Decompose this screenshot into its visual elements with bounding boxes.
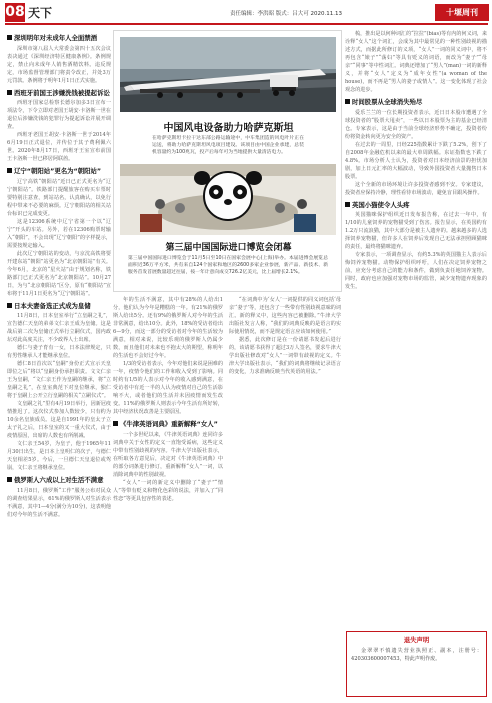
article-headline <box>345 201 487 210</box>
article-paragraph: 西班牙老国王胡安·卡洛斯一世于2014年6月19日正式退位，并传位于其子费利佩六世。2020年8月17日，西班牙王室宣布前国王卡洛斯一世已移居阿联酋。 <box>7 132 111 162</box>
headline-bullet-icon <box>345 202 350 207</box>
article-headline <box>7 476 111 485</box>
headline-bullet-icon <box>7 477 12 482</box>
headline-text: 《牛津英语词典》重新解释“女人” <box>120 420 218 428</box>
page-header <box>0 0 492 26</box>
article-paragraph: 年的生活不满意，其中有28%的人给出1分，他们认为今年是糟糕的一年。有21%的俄罗斯人给出5分。还有9%的俄罗斯人对今年的生活非常满意，给出10分。此外，18%的受访者给出6—9分，而这一部分的受访者对今年的生活较为满意，相对来说，比较乐观的俄罗斯人仍属少数，而且他们对未来也不抱太大的期望，称明年的生活也不会好过今年。 <box>113 297 223 359</box>
article-paragraph: 德仁与妻子育有一女，日本法律规定，只有男性继承人才能继承皇位。 <box>7 345 111 359</box>
article-paragraph: 这个全新的市场环境让许多投资者感到不安。专家建议，投资者应保持冷静，理性看待市场波动，避免盲目跟风操作。 <box>345 181 487 196</box>
headline-bullet-icon <box>7 90 12 95</box>
article-headline <box>7 302 111 311</box>
article-paragraph: 文皇嗣之礼”里有4月19日举行，因新冠疫情推迟了。这次仪式参加人数较少，只有约为10余名皇族成员。这是自1991年的皇太子立太子礼之后，日本皇室的又一重大仪式，由于疫情原因，出席的人数也有所削减。 <box>7 401 111 439</box>
article-paragraph: 据悉，此次修订是在一份请愿书发起后进行的，该请愿书获得了超过3万人签名，要求牛津大学出版社修改对“女人”一词带有歧视的定义。牛津大学出版社表示，“我们的词典将继续记录语言的变化，力求准确反映当代英语的用法。” <box>229 337 341 375</box>
feature-title-1: 中国风电设备助力哈萨克斯坦 <box>163 123 294 134</box>
headline-bullet-icon <box>7 168 12 173</box>
article-headline <box>7 167 111 176</box>
article-paragraph: 文仁亲王54岁，为皇子，他于1965年11月30日出生，是日本上皇明仁的次子，与德仁天皇相差5岁。今后，一旦德仁天皇退位或驾崩，文仁亲王将继承皇位。 <box>7 441 111 471</box>
headline-text: 俄罗斯人六成以上对生活不满意 <box>14 476 104 484</box>
article-paragraph: 这是12306系统中辽宁省第一个以“辽宁”开头的车站。另外，若在12306购票时输入“朝阳”，不会出现“辽宁朝阳”的字样提示，需要按规定输入。 <box>7 218 111 249</box>
headline-text: 深圳明年对未成年人全面禁酒 <box>14 34 98 42</box>
feature-caption-1: 在哈萨克斯坦卡拉干达东部公路运输途中，中车集团造的风电叶片正在运送，将助力哈萨克斯坦风电项目建设。该项目由中国企业承建，总装机容量约为100兆瓦，投产后每年可为当地提供大量清洁电力。 <box>152 136 304 155</box>
column-1 <box>7 30 111 698</box>
headline-text: 英国小猫使令人头疼 <box>352 200 410 209</box>
article-headline <box>7 89 111 98</box>
wind-turbine-photo <box>120 37 336 112</box>
column-2a <box>113 296 223 696</box>
header-rule <box>5 23 488 25</box>
article-paragraph: “在词典中为‘女人’一词提供的同义词包括‘母亲’‘妻子’等，还包含了一些带有性别歧视意味的词汇。新的释义中，这些内容已被删除。”牛津大学出版社发言人称，“我们的词典反映的是语言的实际使用情况，而不是规定语言应该如何使用。” <box>229 297 341 335</box>
editor-credits: 责任编辑：李洪昭 版式：吕大可 2020.11.13 <box>230 11 342 17</box>
column-3 <box>345 30 487 535</box>
article-paragraph: 辽宁高铁“朝阳站”近日已正式更名为“辽宁朝阳站”。铁路部门提醒旅客在购买车票时要特别注意查，到站站名，认真确认，以免行程中带来不必要的麻烦。辽宁朝阳站的相关站台标识已完成变更。 <box>7 178 111 217</box>
article-headline <box>345 98 487 107</box>
article-paragraph: 1/3的受访者表示，今年对他们来说是困难的一年，疫情令他们的工作和收入受到了影响。同时约有1/5的人表示对今年的收入感到满意，在受访者中有近一半的人认为疫情对自己的生活影响不大，或者他们的生活并未因疫情而发生改变。11%的俄罗斯人则表示今年生活有所好转，其中经济状况改善是主要原因。 <box>113 361 223 415</box>
article-paragraph: 深圳市第八届人大常委会第四十五次会议表决通过《深圳经济特区健康条例》。条例规定，禁止向未成年人销售酒精饮料。违反规定，市场监督管理部门将责令改正，并处3万元罚款。条例将于明年1月1日正式实施。 <box>7 45 111 84</box>
article-paragraph: 在过去的一周里，日经225指数累计下跌了5.2%，创下了自2008年金融危机以来的最大单周跌幅。东证指数也下跌了4.8%。市场分析人士认为，投资者对日本经济前景的担忧加剧，加上日元汇率的大幅波动，导致外国投资者大量抛售日本股票。 <box>345 141 487 180</box>
notice-box <box>346 631 487 697</box>
page-number: 08 <box>5 4 25 20</box>
notice-body: 金翠翠不慎遗失营业执照正、副本，注册号：420303600007453，特此声明作废。 <box>351 648 482 662</box>
headline-text: 日本夫妻备选正式成为皇储 <box>14 301 91 310</box>
column-2b <box>229 296 341 696</box>
feature-caption-2: 第三届中国国际进口博览会于11月5日至10日在国家会展中心(上海)举办。本届进博会展览总面积近36万平方米，共有来自124个国家和地区的2600多家企业参展，新产品、新技术、新服务首发首展数量超过往届，按一年计意向成交726.2亿美元，比上届增长2.1%。 <box>128 256 328 275</box>
headline-text: 时间股票从全球消失殆尽 <box>352 98 423 106</box>
headline-bullet-icon <box>7 35 12 40</box>
feature-title-2: 第三届中国国际进口博览会闭幕 <box>165 243 292 253</box>
notice-title: 退失声明 <box>403 636 430 644</box>
article-paragraph: 梳，推出是以何种词汇的“拉拉”(bias)等有内的何义词，来诠释“女人”这个词汇，会成为其中最常见的一种性别歧视的描述方式，而据此所修订的义项，“女人”一词的同义词中，将不再包含“婊子”“荡妇”等具有贬义的词语，而改为“妻子”“母亲”“同事”等中性词汇。词典还增加了“男人”(man)一词的新释义，并将“女人”定义为“成年女性”(a woman of the house)，而不再是“男人的妻子或情人”。这一变化体现了社会观念的进步。 <box>345 31 487 93</box>
article-paragraph: 11月8日，日本皇室举行“立皇嗣之礼”，宣告德仁天皇的弟弟文仁亲王成为皇储。这是战后第二次为皇储正式举行立嗣仪式，国内政坛对此高度关注，不少政界人士出席。 <box>7 313 111 343</box>
expo-photo <box>120 164 336 235</box>
article-paragraph: 德仁8日首次以“皇嗣”身份正式宣示天皇即位之后“将以“皇嗣身份承担职责。文文仁亲王为皇嗣，“文仁亲王作为皇嗣的继承，将“立皇嗣之礼”，在皇室典范下对皇位继承，独仁将于皇嗣上公开立行皇嗣的相关“立嗣仪式”。 <box>7 361 111 399</box>
section-title: 天下 <box>28 6 53 20</box>
article-headline <box>7 34 111 43</box>
feature-box <box>113 30 342 292</box>
article-headline <box>113 420 223 429</box>
article-paragraph: 西班牙国家总检察长德尔加多3日宣布一项法令，下令立即对老国王胡安·卡洛斯一世在退位后涉嫌洗钱的犯罪行为提起诉讼并展开调查。 <box>7 100 111 130</box>
article-paragraph: 一个多世纪以来，《牛津英语词典》连同许多词典中关于女性的定义一直饱受诟病，这些定义中带有性别歧视的内容。牛津大学出版社表示，在听取各方意见后，决定对《牛津英语词典》中的部分词条进行修订，重新解释“女人”一词，以消除词典中的性别歧视。 <box>113 431 223 478</box>
masthead-logo: 十堰周刊 <box>435 4 489 21</box>
headline-text: 辽宁“朝阳站”更名为“朝阳站” <box>14 167 102 175</box>
article-paragraph: “女人”一词的新定义中删除了“妻子”“情人”等带有贬义和物化色彩的说法，并加入了“同性恋”等更具包容性的表述。 <box>113 479 223 502</box>
headline-text: 西班牙前国王涉嫌洗钱被提起诉讼 <box>14 88 110 97</box>
headline-bullet-icon <box>113 421 118 426</box>
article-paragraph: 此次辽宁朝阳站的变动，与京沈高铁将要开建东站“朝阳”站更名为“北京朝阳站”有关。今年6月，北京的“星火站”由于规划名称，铁路部门已正式更名为“北京朝阳站”。10月27日，为与“北京朝阳站”区分，原有“朝阳站”宣布将于11月1日更名为“辽宁朝阳站”。 <box>7 250 111 297</box>
headline-bullet-icon <box>345 99 350 104</box>
article-paragraph: 爱乐兰兰的一位长期投资者表示，近日日本股市遭遇了全球投资者的“股票大甩卖”，一些以日本股票为主的基金已经清仓。专家表示，这是由于当前全球经济形势不确定，投资者纷纷将资金转向更为安全的资产。 <box>345 109 487 140</box>
article-paragraph: 英国猫咪保护组织近日发布报告称，在过去一年中，有1/10的儿童饲养的宠物猫受到了伤害。报告显示，在英国约有1.2万只流浪猫，其中大部分是被主人遗弃的。越来越多的人选择饲养宠物猫，但许多人在饲养后发现自己无法承担照顾猫咪的责任，最终将猫咪遗弃。 <box>345 212 487 250</box>
headline-bullet-icon <box>7 303 12 308</box>
article-paragraph: 专家表示，一项调查显示，有约5.3%的英国猫主人表示后悔饲养宠物猫。动物保护组织呼吁，人们在决定饲养宠物之前，应充分考虑自己的能力和条件，做到负责任地饲养宠物。同时，政府也应加强对宠物市场的监管，减少宠物遗弃现象的发生。 <box>345 252 487 290</box>
article-paragraph: 11月8日，俄罗斯“工作”服务公布对民众的调查结果显示，61%的俄罗斯人对生活表示不满意，其中1—4分(满分为10分)，这表明他们对今年的生活不满意。 <box>7 487 111 518</box>
